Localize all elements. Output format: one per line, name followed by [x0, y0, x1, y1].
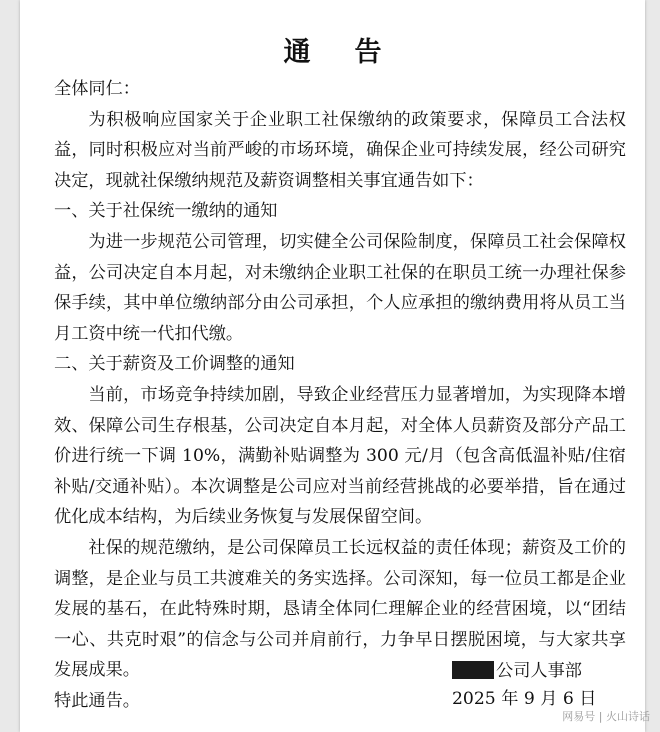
notice-title: 通告	[283, 37, 426, 68]
signature-dept: 公司人事部	[496, 661, 582, 681]
section2-heading: 二、关于薪资及工价调整的通知	[54, 354, 295, 375]
notice-body	[54, 74, 626, 716]
section1-heading: 一、关于社保统一缴纳的通知	[54, 201, 278, 222]
notice-date: 2025 年 9 月 6 日	[452, 689, 597, 709]
source-watermark: 网易号 | 火山诗话	[562, 710, 650, 723]
document-page	[20, 0, 645, 732]
end-line: 特此通告。	[54, 690, 140, 711]
section1-paragraph: 为进一步规范公司管理，切实健全公司保险制度，保障员工社会保障权益，公司决定自本月起，对未缴纳企业职工社保的在职员工统一办理社保参保手续，其中单位缴纳部分由公司承担，个人应承担的缴纳费用将从员工当月工资中统一代扣代缴。	[54, 231, 626, 344]
signature-block	[452, 656, 582, 686]
closing-paragraph: 社保的规范缴纳，是公司保障员工长远权益的责任体现；薪资及工价的调整，是企业与员工共渡难关的务实选择。公司深知，每一位员工都是企业发展的基石，在此特殊时期，恳请全体同仁理解企业的经营困境，以“团结一心、共克时艰”的信念与公司并肩前行，力争早日摆脱困境，与大家共享发展成果。	[54, 537, 626, 681]
intro-paragraph: 为积极响应国家关于企业职工社保缴纳的政策要求，保障员工合法权益，同时积极应对当前严峻的市场环境，确保企业可持续发展，经公司研究决定，现就社保缴纳规范及薪资调整相关事宜通告如下：	[54, 109, 626, 191]
salutation: 全体同仁：	[54, 79, 140, 99]
redaction-block	[452, 661, 494, 679]
section2-paragraph: 当前，市场竞争持续加剧，导致企业经营压力显著增加，为实现降本增效、保障公司生存根基，公司决定自本月起，对全体人员薪资及部分产品工价进行统一下调 10%，满勤补贴调整为 300 元/月（包含高低温补贴/住宿补贴/交通补贴）。本次调整是公司应对当前经营挑战的必要举措，旨在通过优化成本结构，为后续业务恢复与发展保留空间。	[54, 384, 626, 528]
